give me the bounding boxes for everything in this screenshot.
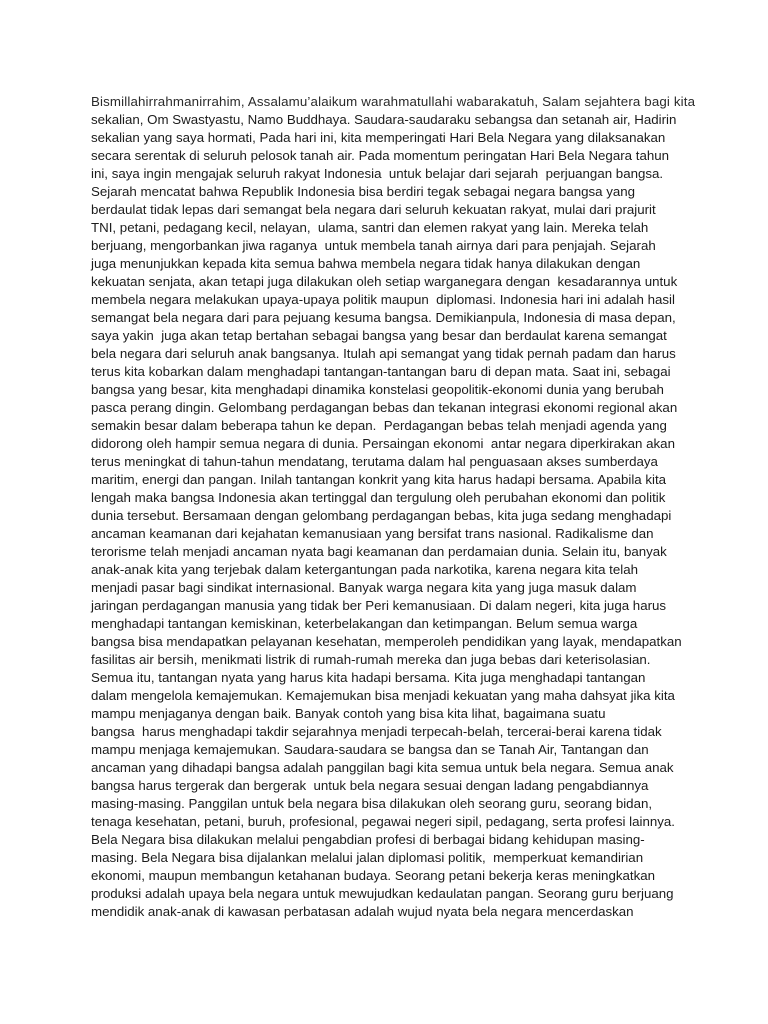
text-line: semangat bela negara dari para pejuang kesuma bangsa. Demikianpula, Indonesia di masa depan, [91, 310, 676, 325]
text-line: bangsa harus menghadapi takdir sejarahnya menjadi terpecah-belah, tercerai-berai karena tidak [91, 724, 662, 739]
text-line: kekuatan senjata, akan tetapi juga dilakukan oleh setiap warganegara dengan kesadarannya untuk [91, 274, 678, 289]
speech-body [91, 93, 696, 921]
text-line: bangsa harus tergerak dan bergerak untuk bela negara sesuai dengan ladang pengabdiannya [91, 778, 649, 793]
text-line: produksi adalah upaya bela negara untuk mewujudkan kedaulatan pangan. Seorang guru berjuang [91, 886, 674, 901]
text-line: membela negara melakukan upaya-upaya politik maupun diplomasi. Indonesia hari ini adalah hasil [91, 292, 675, 307]
text-line: menghadapi tantangan kemiskinan, keterbelakangan dan ketimpangan. Belum semua warga [91, 616, 638, 631]
text-line: semakin besar dalam beberapa tahun ke depan. Perdagangan bebas telah menjadi agenda yang [91, 418, 667, 433]
text-line: ancaman keamanan dari kejahatan kemanusiaan yang bersifat trans nasional. Radikalisme dan [91, 526, 654, 541]
text-line: tenaga kesehatan, petani, buruh, profesional, pegawai negeri sipil, pedagang, serta profesi lainnya. [91, 814, 675, 829]
text-line: bela negara dari seluruh anak bangsanya. Itulah api semangat yang tidak pernah padam dan harus [91, 346, 676, 361]
text-line: pasca perang dingin. Gelombang perdagangan bebas dan tekanan integrasi ekonomi regional akan [91, 400, 678, 415]
text-line: masing. Bela Negara bisa dijalankan melalui jalan diplomasi politik, memperkuat kemandirian [91, 850, 644, 865]
text-line: jaringan perdagangan manusia yang tidak ber Peri kemanusiaan. Di dalam negeri, kita juga harus [91, 598, 667, 613]
text-line: masing-masing. Panggilan untuk bela negara bisa dilakukan oleh seorang guru, seorang bidan, [91, 796, 653, 811]
text-line: dunia tersebut. Bersamaan dengan gelombang perdagangan bebas, kita juga sedang menghadapi [91, 508, 672, 523]
text-line: maritim, energi dan pangan. Inilah tantangan konkrit yang kita harus hadapi bersama. Apabila kita [91, 472, 667, 487]
text-line: secara serentak di seluruh pelosok tanah air. Pada momentum peringatan Hari Bela Negara tahun [91, 148, 670, 163]
text-line: ini, saya ingin mengajak seluruh rakyat Indonesia untuk belajar dari sejarah perjuangan bangsa. [91, 166, 664, 181]
text-line: Bismillahirrahmanirrahim, Assalamu’alaikum warahmatullahi wabarakatuh, Salam sejahtera bagi kita [91, 94, 696, 109]
text-line: fasilitas air bersih, menikmati listrik di rumah-rumah mereka dan juga bebas dari keterisolasian. [91, 652, 651, 667]
text-line: dalam mengelola kemajemukan. Kemajemukan bisa menjadi kekuatan yang maha dahsyat jika kita [91, 688, 675, 703]
text-line: sekalian yang saya hormati, Pada hari ini, kita memperingati Hari Bela Negara yang dilaksanakan [91, 130, 666, 145]
text-line: mampu menjaganya dengan baik. Banyak contoh yang bisa kita lihat, bagaimana suatu [91, 706, 606, 721]
text-line: Semua itu, tantangan nyata yang harus kita hadapi bersama. Kita juga menghadapi tantangan [91, 670, 646, 685]
text-line: Bela Negara bisa dilakukan melalui pengabdian profesi di berbagai bidang kehidupan masing- [91, 832, 645, 847]
text-line: berjuang, mengorbankan jiwa raganya untuk membela tanah airnya dari para penjajah. Sejarah [91, 238, 656, 253]
text-line: saya yakin juga akan tetap bertahan sebagai bangsa yang besar dan berdaulat karena semangat [91, 328, 667, 343]
text-line: bangsa yang besar, kita menghadapi dinamika konstelasi geopolitik-ekonomi dunia yang berubah [91, 382, 664, 397]
text-line: terus meningkat di tahun-tahun mendatang, terutama dalam hal penguasaan akses sumberdaya [91, 454, 658, 469]
text-line: ancaman yang dihadapi bangsa adalah panggilan bagi kita semua untuk bela negara. Semua anak [91, 760, 674, 775]
text-line: terorisme telah menjadi ancaman nyata bagi keamanan dan perdamaian dunia. Selain itu, banyak [91, 544, 667, 559]
text-line: ekonomi, maupun membangun ketahanan budaya. Seorang petani bekerja keras meningkatkan [91, 868, 656, 883]
text-line: Sejarah mencatat bahwa Republik Indonesia bisa berdiri tegak sebagai negara bangsa yang [91, 184, 636, 199]
text-line: TNI, petani, pedagang kecil, nelayan, ulama, santri dan elemen rakyat yang lain. Mereka telah [91, 220, 649, 235]
text-line: menjadi pasar bagi sindikat internasional. Banyak warga negara kita yang juga masuk dalam [91, 580, 637, 595]
text-line: mampu menjaga kemajemukan. Saudara-saudara se bangsa dan se Tanah Air, Tantangan dan [91, 742, 649, 757]
text-line: berdaulat tidak lepas dari semangat bela negara dari seluruh kekuatan rakyat, mulai dari prajurit [91, 202, 656, 217]
text-line: anak-anak kita yang terjebak dalam ketergantungan pada narkotika, karena negara kita telah [91, 562, 639, 577]
text-line: juga menunjukkan kepada kita semua bahwa membela negara tidak hanya dilakukan dengan [91, 256, 641, 271]
text-line: terus kita kobarkan dalam menghadapi tantangan-tantangan baru di depan mata. Saat ini, sebagai [91, 364, 671, 379]
text-line: bangsa bisa mendapatkan pelayanan kesehatan, memperoleh pendidikan yang layak, mendapatkan [91, 634, 682, 649]
text-line: didorong oleh hampir semua negara di dunia. Persaingan ekonomi antar negara diperkirakan akan [91, 436, 675, 451]
text-line: mendidik anak-anak di kawasan perbatasan adalah wujud nyata bela negara mencerdaskan [91, 904, 634, 919]
text-line: sekalian, Om Swastyastu, Namo Buddhaya. Saudara-saudaraku sebangsa dan setanah air, Hadirin [91, 112, 677, 127]
text-line: lengah maka bangsa Indonesia akan tertinggal dan tergulung oleh perubahan ekonomi dan politik [91, 490, 666, 505]
